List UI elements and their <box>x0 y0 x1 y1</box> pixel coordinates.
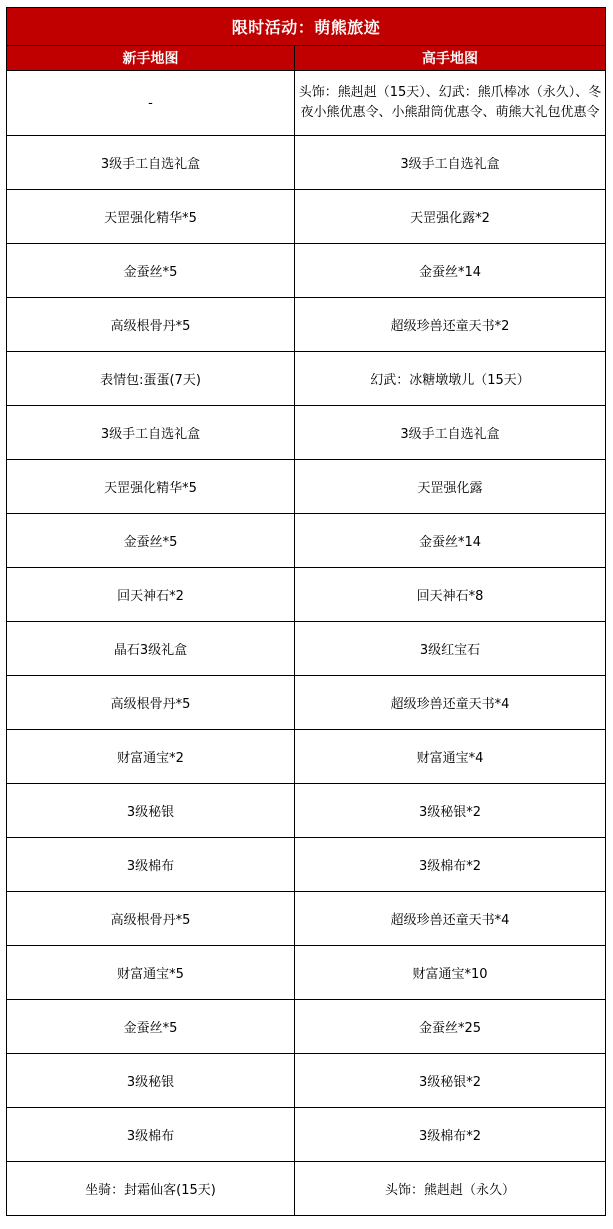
table-row <box>7 136 606 190</box>
table-row <box>7 71 606 136</box>
novice-reward-cell: 坐骑：封霜仙客(15天) <box>7 1162 295 1216</box>
table-row <box>7 946 606 1000</box>
table-row <box>7 676 606 730</box>
expert-reward-cell: 财富通宝*10 <box>295 946 606 1000</box>
expert-reward-cell: 超级珍兽还童天书*2 <box>295 298 606 352</box>
table-row <box>7 622 606 676</box>
expert-reward-cell: 金蚕丝*14 <box>295 514 606 568</box>
table-row <box>7 190 606 244</box>
novice-reward-cell: 金蚕丝*5 <box>7 514 295 568</box>
novice-reward-cell: 金蚕丝*5 <box>7 244 295 298</box>
table-row <box>7 514 606 568</box>
reward-table <box>6 7 606 1216</box>
table-row <box>7 568 606 622</box>
novice-reward-cell: 高级根骨丹*5 <box>7 298 295 352</box>
expert-reward-cell: 3级棉布*2 <box>295 1108 606 1162</box>
expert-reward-cell: 3级手工自选礼盒 <box>295 406 606 460</box>
column-header-expert-map: 高手地图 <box>295 46 606 71</box>
novice-reward-cell: 3级手工自选礼盒 <box>7 406 295 460</box>
table-row <box>7 892 606 946</box>
expert-reward-cell: 超级珍兽还童天书*4 <box>295 892 606 946</box>
table-row <box>7 460 606 514</box>
expert-reward-cell: 回天神石*8 <box>295 568 606 622</box>
expert-reward-cell: 3级手工自选礼盒 <box>295 136 606 190</box>
table-row <box>7 298 606 352</box>
novice-reward-cell: 财富通宝*5 <box>7 946 295 1000</box>
table-row <box>7 1108 606 1162</box>
expert-reward-cell: 财富通宝*4 <box>295 730 606 784</box>
expert-reward-cell: 幻武：冰糖墩墩儿（15天） <box>295 352 606 406</box>
novice-reward-cell: 天罡强化精华*5 <box>7 190 295 244</box>
novice-reward-cell: 回天神石*2 <box>7 568 295 622</box>
table-row <box>7 838 606 892</box>
novice-reward-cell: 高级根骨丹*5 <box>7 676 295 730</box>
column-header-novice-map: 新手地图 <box>7 46 295 71</box>
novice-reward-cell: 财富通宝*2 <box>7 730 295 784</box>
novice-reward-cell: 3级棉布 <box>7 1108 295 1162</box>
table-row <box>7 1054 606 1108</box>
expert-reward-cell: 3级红宝石 <box>295 622 606 676</box>
table-row <box>7 406 606 460</box>
novice-reward-cell: 金蚕丝*5 <box>7 1000 295 1054</box>
expert-reward-cell: 天罡强化露 <box>295 460 606 514</box>
table-row <box>7 1000 606 1054</box>
expert-reward-cell: 3级秘银*2 <box>295 784 606 838</box>
novice-reward-cell: - <box>7 71 295 136</box>
table-row <box>7 352 606 406</box>
table-row <box>7 1162 606 1216</box>
novice-reward-cell: 天罡强化精华*5 <box>7 460 295 514</box>
novice-reward-cell: 3级手工自选礼盒 <box>7 136 295 190</box>
table-body <box>7 71 606 1216</box>
title-row <box>7 8 606 46</box>
expert-reward-cell: 3级秘银*2 <box>295 1054 606 1108</box>
novice-reward-cell: 3级秘银 <box>7 784 295 838</box>
expert-reward-cell: 3级棉布*2 <box>295 838 606 892</box>
novice-reward-cell: 表情包:蛋蛋(7天) <box>7 352 295 406</box>
table-row <box>7 244 606 298</box>
expert-reward-cell: 头饰：熊赳赳（15天）、幻武：熊爪棒冰（永久）、冬夜小熊优惠令、小熊甜筒优惠令、萌熊大礼包优惠令 <box>295 71 606 136</box>
novice-reward-cell: 3级秘银 <box>7 1054 295 1108</box>
expert-reward-cell: 超级珍兽还童天书*4 <box>295 676 606 730</box>
table-row <box>7 730 606 784</box>
table-row <box>7 784 606 838</box>
header-row <box>7 46 606 71</box>
novice-reward-cell: 高级根骨丹*5 <box>7 892 295 946</box>
novice-reward-cell: 晶石3级礼盒 <box>7 622 295 676</box>
novice-reward-cell: 3级棉布 <box>7 838 295 892</box>
expert-reward-cell: 金蚕丝*14 <box>295 244 606 298</box>
table-title: 限时活动：萌熊旅迹 <box>7 8 606 46</box>
expert-reward-cell: 天罡强化露*2 <box>295 190 606 244</box>
expert-reward-cell: 金蚕丝*25 <box>295 1000 606 1054</box>
expert-reward-cell: 头饰：熊赳赳（永久） <box>295 1162 606 1216</box>
